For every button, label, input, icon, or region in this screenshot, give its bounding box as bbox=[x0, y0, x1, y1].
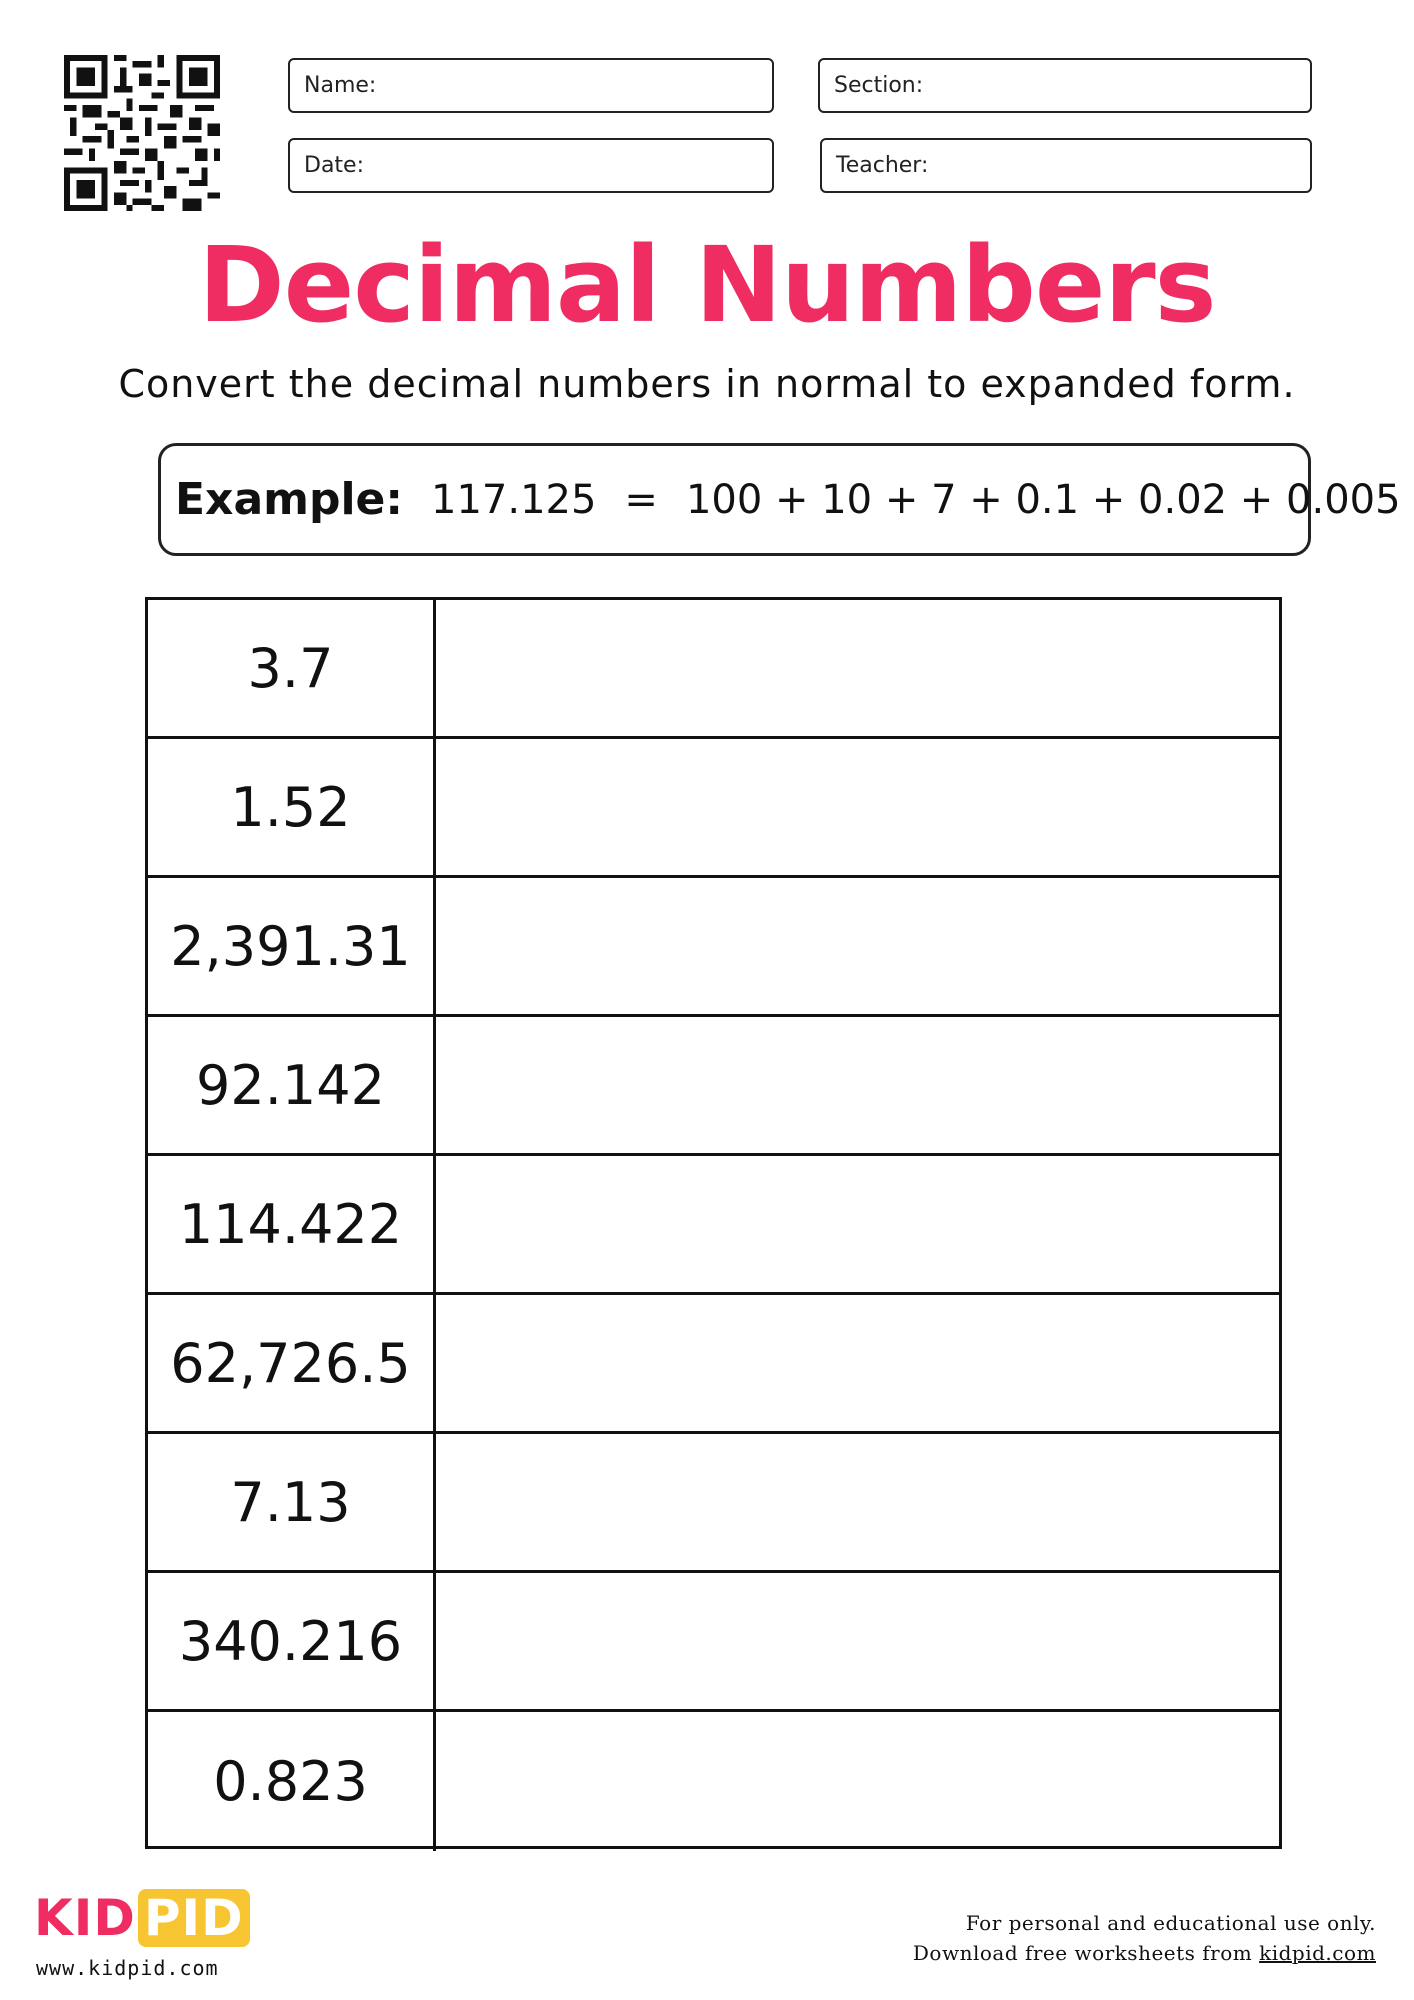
table-row bbox=[148, 1156, 1279, 1295]
worksheet-table bbox=[145, 597, 1282, 1849]
name-field-label: Name: bbox=[304, 73, 377, 98]
example-expanded: 100 + 10 + 7 + 0.1 + 0.02 + 0.005 bbox=[685, 476, 1401, 523]
decimal-number: 92.142 bbox=[148, 1017, 436, 1153]
decimal-number: 0.823 bbox=[148, 1712, 436, 1851]
decimal-number: 7.13 bbox=[148, 1434, 436, 1570]
footer-line-1: For personal and educational use only. bbox=[965, 1911, 1376, 1935]
decimal-number: 1.52 bbox=[148, 739, 436, 875]
answer-cell[interactable] bbox=[436, 1434, 1279, 1570]
page-title: Decimal Numbers bbox=[198, 224, 1216, 346]
section-field[interactable] bbox=[818, 58, 1312, 113]
footer-line-2-text: Download free worksheets from bbox=[912, 1941, 1260, 1965]
table-row bbox=[148, 600, 1279, 739]
logo-part-kid: KID bbox=[34, 1889, 136, 1947]
example-number: 117.125 bbox=[431, 476, 597, 523]
answer-cell[interactable] bbox=[436, 1573, 1279, 1709]
answer-cell[interactable] bbox=[436, 878, 1279, 1014]
footer-link[interactable]: kidpid.com bbox=[1259, 1941, 1376, 1965]
example-equals: = bbox=[624, 476, 658, 523]
decimal-number: 62,726.5 bbox=[148, 1295, 436, 1431]
answer-cell[interactable] bbox=[436, 1017, 1279, 1153]
date-field-label: Date: bbox=[304, 153, 364, 178]
answer-cell[interactable] bbox=[436, 600, 1279, 736]
table-row bbox=[148, 1295, 1279, 1434]
logo-part-pid: PID bbox=[138, 1889, 250, 1947]
teacher-field-label: Teacher: bbox=[836, 153, 929, 178]
answer-cell[interactable] bbox=[436, 1295, 1279, 1431]
instructions-text: Convert the decimal numbers in normal to expanded form. bbox=[118, 362, 1296, 406]
decimal-number: 340.216 bbox=[148, 1573, 436, 1709]
table-row bbox=[148, 1017, 1279, 1156]
answer-cell[interactable] bbox=[436, 1712, 1279, 1851]
logo-url: www.kidpid.com bbox=[36, 1956, 219, 1980]
name-field[interactable] bbox=[288, 58, 774, 113]
decimal-number: 3.7 bbox=[148, 600, 436, 736]
table-row bbox=[148, 1573, 1279, 1712]
date-field[interactable] bbox=[288, 138, 774, 193]
table-row bbox=[148, 739, 1279, 878]
answer-cell[interactable] bbox=[436, 1156, 1279, 1292]
footer-line-2 bbox=[913, 1938, 1376, 1968]
table-row bbox=[148, 1434, 1279, 1573]
section-field-label: Section: bbox=[834, 73, 924, 98]
example-box bbox=[158, 443, 1401, 556]
example-label: Example: bbox=[175, 474, 403, 525]
footer-note bbox=[913, 1908, 1376, 1968]
decimal-number: 2,391.31 bbox=[148, 878, 436, 1014]
answer-cell[interactable] bbox=[436, 739, 1279, 875]
table-row bbox=[148, 878, 1279, 1017]
kidpid-logo bbox=[34, 1890, 250, 1946]
table-row bbox=[148, 1712, 1279, 1851]
teacher-field[interactable] bbox=[820, 138, 1312, 193]
decimal-number: 114.422 bbox=[148, 1156, 436, 1292]
qr-code-icon bbox=[64, 55, 220, 211]
